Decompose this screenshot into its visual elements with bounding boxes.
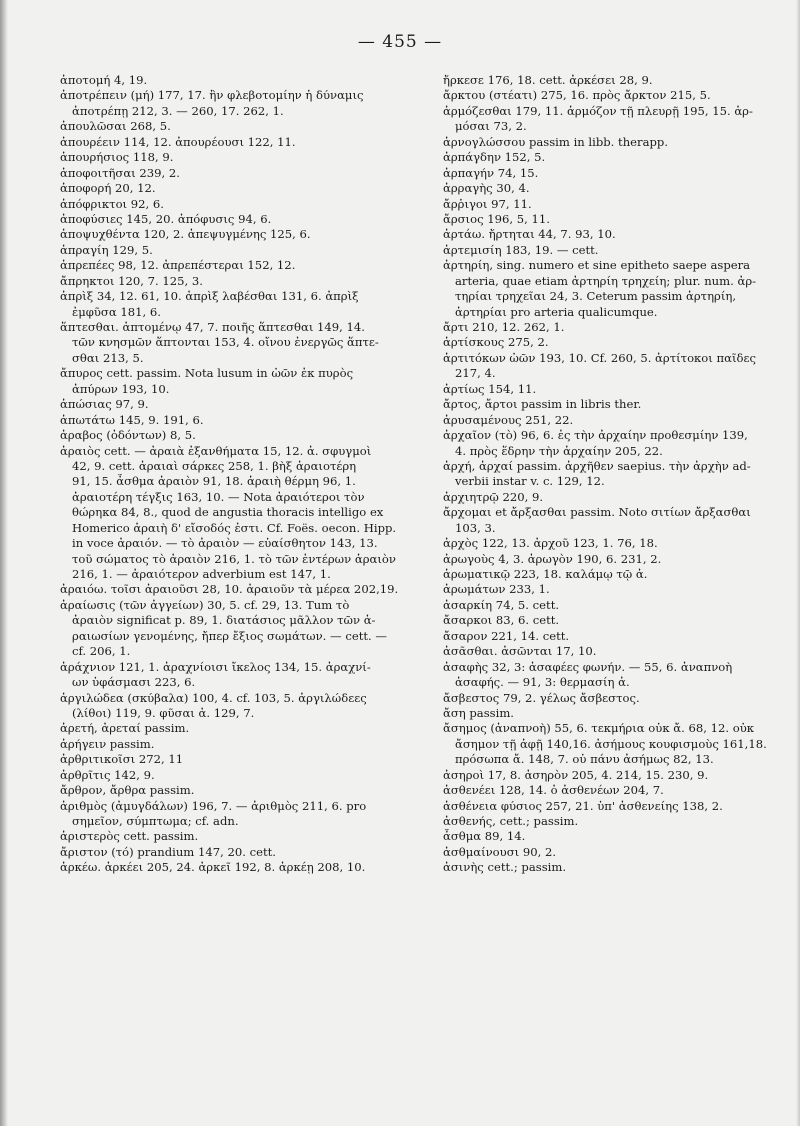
index-entry: ἅπτεσθαι. ἁπτομένῳ 47, 7. ποιῆς ἅπτεσθαι 149, 14.	[60, 320, 365, 334]
index-entry: ἄσημος (ἀναπνοὴ) 55, 6. τεκμήρια οὐκ ἄ. 68, 12. οὐκ	[443, 721, 754, 736]
index-entry: ἀσθένεια φύσιος 257, 21. ὑπ' ἀσθενείης 138, 2.	[443, 798, 723, 813]
index-entry-continuation: τοῦ σώματος τὸ ἀραιὸν 216, 1. τὸ τῶν ἐντέρων ἀραιὸν	[72, 551, 396, 566]
index-entry: ἀργιλώδεα (σκύβαλα) 100, 4. cf. 103, 5. ἀργιλώδεες	[60, 690, 367, 705]
index-entry-continuation: ἀσαφής. — 91, 3: θερμασίη ἀ.	[455, 675, 630, 690]
index-entry: ἀρχαῖον (τὸ) 96, 6. ἐς τὴν ἀρχαίην προθεσμίην 139,	[443, 428, 748, 443]
index-entry: ἀρωγοὺς 4, 3. ἀρωγὸν 190, 6. 231, 2.	[443, 551, 662, 566]
index-entry: ἀρτάω. ἤρτηται 44, 7. 93, 10.	[443, 227, 616, 242]
index-entry: ἄσαρον 221, 14. cett.	[443, 628, 570, 643]
index-entry: ἀρχὸς 122, 13. ἀρχοῦ 123, 1. 76, 18.	[443, 536, 658, 551]
index-entry: ἀραιὸς cett. — ἀραιὰ ἐξανθήματα 15, 12. ἀ. σφυγμοὶ	[60, 443, 372, 458]
index-entry: ἀπόφρικτοι 92, 6.	[60, 196, 164, 211]
index-entry-continuation: in voce ἀραιόν. — τὸ ἀραιὸν — εὐαίσθητον 143, 13.	[72, 536, 378, 551]
index-entry: ἀρωμάτων 233, 1.	[443, 582, 550, 597]
index-entry: ἀποτομή 4, 19.	[60, 73, 148, 87]
index-entry: ἄρῥιγοι 97, 11.	[443, 196, 532, 211]
index-entry: ἀρραγὴς 30, 4.	[443, 181, 530, 196]
index-entry: ἄρθρον, ἄρθρα passim.	[60, 783, 195, 798]
index-entry-continuation: verbii instar v. c. 129, 12.	[455, 474, 605, 489]
index-entry: ἄρκτου (στέατι) 275, 16. πρὸς ἄρκτον 215, 5.	[443, 88, 711, 103]
index-entry-continuation: (λίθοι) 119, 9. φῦσαι ἀ. 129, 7.	[72, 705, 255, 720]
index-entry: ἄρχομαι et ἄρξασθαι passim. Noto σιτίων ἄρξασθαι	[443, 505, 751, 520]
index-entry: ἀπώσιας 97, 9.	[60, 397, 149, 412]
index-entry: ἀσᾶσθαι. ἀσῶνται 17, 10.	[443, 644, 597, 659]
index-entry-continuation: σημεῖον, σύμπτωμα; cf. adn.	[72, 814, 239, 828]
index-entry: ἀρχιητρῷ 220, 9.	[443, 489, 544, 504]
index-entry: ἀρτίως 154, 11.	[443, 381, 537, 396]
index-entry: ἀποτρέπειν (μή) 177, 17. ἣν φλεβοτομίην ἡ δύναμις	[60, 88, 364, 103]
index-entry: ἀποφοιτῆσαι 239, 2.	[60, 165, 180, 180]
index-entry: ἀρτεμισίη 183, 19. — cett.	[443, 242, 599, 257]
index-entry: ἀποψυχθέντα 120, 2. ἀπεψυγμένης 125, 6.	[60, 227, 311, 242]
index-entry-continuation: ἀραιοτέρη τέγξις 163, 10. — Nota ἀραιότεροι τὸν	[72, 489, 365, 504]
index-entry: ἀρτηρίη, sing. numero et sine epitheto saepe aspera	[443, 258, 751, 273]
index-entry-continuation: ραιωσίων γενομένης, ἤπερ ἔξιος σωμάτων. — cett. —	[72, 628, 387, 643]
index-column-left	[60, 73, 405, 876]
index-entry: ἆσθμα 89, 14.	[443, 829, 526, 844]
index-entry: ἀπουλῶσαι 268, 5.	[60, 119, 171, 134]
index-entry-continuation: 216, 1. — ἀραιότερον adverbium est 147, 1.	[72, 567, 331, 581]
index-entry: ἀράχνιον 121, 1. ἀραχνίοισι ἴκελος 134, 15. ἀραχνί-	[60, 659, 371, 674]
index-entry: ἀπουρέειν 114, 12. ἀπουρέουσι 122, 11.	[60, 134, 296, 149]
index-entry: ἁρμόζεσθαι 179, 11. ἁρμόζον τῇ πλευρῇ 195, 15. ἁρ-	[443, 103, 753, 118]
index-entry: ἄρτι 210, 12. 262, 1.	[443, 320, 565, 334]
index-entry-continuation: Homerico ἀραιὴ δ' εἴσοδός ἐστι. Cf. Foës. oecon. Hipp.	[72, 520, 397, 535]
index-entry: ἄπρηκτοι 120, 7. 125, 3.	[60, 273, 203, 288]
index-entry-continuation: arteria, quae etiam ἀρτηρίη τρηχείη; plur. num. ἀρ-	[455, 273, 757, 288]
index-entry: ἀσθμαίνουσι 90, 2.	[443, 844, 557, 859]
index-entry-continuation: ἀρτηρίαι pro arteria qualicumque.	[455, 304, 658, 319]
index-entry: ἀπουρήσιος 118, 9.	[60, 150, 174, 165]
index-entry: ἤρκεσε 176, 18. cett. ἀρκέσει 28, 9.	[443, 73, 653, 87]
page-number: — 455 —	[357, 32, 443, 52]
page-edge	[796, 0, 800, 1126]
index-entry: ἀποφορή 20, 12.	[60, 181, 156, 196]
index-entry-continuation: σθαι 213, 5.	[72, 350, 144, 365]
index-entry-continuation: ων ὑφάσμασι 223, 6.	[72, 675, 196, 690]
index-entry-continuation: cf. 206, 1.	[72, 644, 131, 659]
index-column-right	[443, 73, 788, 876]
index-entry-continuation: 4. πρὸς ἕδρην τὴν ἀρχαίην 205, 22.	[455, 443, 663, 458]
index-entry-continuation: ἐμφῦσα 181, 6.	[72, 304, 161, 319]
index-entry: ἀρήγειν passim.	[60, 736, 155, 751]
index-entry-continuation: τηρίαι τρηχεῖαι 24, 3. Ceterum passim ἀρτηρίη,	[455, 289, 737, 304]
index-entry-continuation: ἀραιὸν significat p. 89, 1. διατάσιος μᾶλλον τῶν ἀ-	[72, 613, 376, 628]
index-entry: ἀρτιτόκων ὠῶν 193, 10. Cf. 260, 5. ἀρτίτοκοι παῖδες	[443, 350, 756, 365]
index-entry: ἄπυρος cett. passim. Nota lusum in ὠῶν ἐκ πυρὸς	[60, 366, 354, 381]
index-entry-continuation: 42, 9. cett. ἀραιαὶ σάρκες 258, 1. βὴξ ἀραιοτέρη	[72, 458, 357, 473]
index-entry: ἀρετή, ἀρεταί passim.	[60, 721, 190, 736]
index-entry-continuation: ἀπύρων 193, 10.	[72, 381, 170, 396]
index-entry: ἀραβος (ὀδόντων) 8, 5.	[60, 428, 196, 443]
index-entry: ἀρθρῖτις 142, 9.	[60, 767, 155, 782]
index-entry: ἀπραγίη 129, 5.	[60, 242, 153, 257]
index-entry-continuation: 217, 4.	[455, 366, 496, 381]
index-entry-continuation: 103, 3.	[455, 520, 496, 535]
index-entry-continuation: τῶν κνησμῶν ἅπτονται 153, 4. οἴνου ἐνεργῶς ἅπτε-	[72, 335, 379, 350]
index-entry: ἄση passim.	[443, 705, 514, 720]
index-entry: ἄρσιος 196, 5, 11.	[443, 211, 550, 226]
index-entry-continuation: πρόσωπα ἄ. 148, 7. οὐ πάνυ ἀσήμως 82, 13.	[455, 752, 714, 767]
index-entry: ἀρκέω. ἀρκέει 205, 24. ἀρκεῖ 192, 8. ἀρκέῃ 208, 10.	[60, 860, 366, 875]
index-entry: ἀσαρκίη 74, 5. cett.	[443, 597, 560, 612]
index-entry: ἀραιόω. τοῖσι ἀραιοῦσι 28, 10. ἀραιοῦν τὰ μέρεα 202,19.	[60, 582, 399, 597]
index-entry-continuation: ἄσημον τῇ ἀφῇ 140,16. ἀσήμους κουφισμοὺς 161,18.	[455, 736, 767, 751]
index-entry: ἄσβεστος 79, 2. γέλως ἄσβεστος.	[443, 690, 640, 705]
index-entry-continuation: θώρηκα 84, 8., quod de angustia thoracis intelligo ex	[72, 505, 384, 520]
index-entry-continuation: μόσαι 73, 2.	[455, 119, 527, 134]
index-entry: ἀπωτάτω 145, 9. 191, 6.	[60, 412, 204, 427]
index-entry: ἀριθμὸς (ἀμυγδάλων) 196, 7. — ἀριθμὸς 211, 6. pro	[60, 798, 367, 813]
index-entry: ἀποφύσιες 145, 20. ἀπόφυσις 94, 6.	[60, 211, 272, 226]
index-entry: ἀσθενέει 128, 14. ὁ ἀσθενέων 204, 7.	[443, 783, 664, 798]
index-entry: ἄριστον (τό) prandium 147, 20. cett.	[60, 844, 276, 859]
index-entry: ἀραίωσις (τῶν ἀγγείων) 30, 5. cf. 29, 13. Tum τὸ	[60, 597, 350, 612]
index-entry-continuation: ἀποτρέπῃ 212, 3. — 260, 17. 262, 1.	[72, 103, 284, 118]
index-entry: ἀπρεπέες 98, 12. ἀπρεπέστεραι 152, 12.	[60, 258, 296, 273]
index-entry-continuation: 91, 15. ἆσθμα ἀραιὸν 91, 18. ἀραιὴ θέρμη 96, 1.	[72, 474, 356, 489]
index-entry: ἀσθενής, cett.; passim.	[443, 814, 579, 828]
page-shadow	[0, 0, 8, 1126]
index-entry: ἄρτος, ἄρτοι passim in libris ther.	[443, 397, 642, 412]
index-entry: ἄσαρκοι 83, 6. cett.	[443, 613, 560, 628]
index-entry: ἀρπαγήν 74, 15.	[443, 165, 539, 180]
index-entry: ἀρτίσκους 275, 2.	[443, 335, 549, 350]
index-entry: ἀρχή, ἀρχαί passim. ἀρχῆθεν saepius. τὴν ἀρχὴν ad-	[443, 458, 751, 473]
index-entry: ἀρνογλώσσου passim in libb. therapp.	[443, 134, 669, 149]
index-entry: ἀρυσαμένους 251, 22.	[443, 412, 574, 427]
index-entry: ἀπρὶξ 34, 12. 61, 10. ἀπρὶξ λαβέσθαι 131, 6. ἀπρὶξ	[60, 289, 359, 304]
index-entry: ἀσινὴς cett.; passim.	[443, 860, 567, 875]
index-entry: ἀρπάγδην 152, 5.	[443, 150, 546, 165]
index-entry: ἀριστερὸς cett. passim.	[60, 829, 199, 844]
index-entry: ἀσηροὶ 17, 8. ἀσηρὸν 205, 4. 214, 15. 230, 9.	[443, 767, 709, 782]
index-entry: ἀρωματικῷ 223, 18. καλάμῳ τῷ ἀ.	[443, 567, 648, 581]
index-entry: ἀρθριτικοῖσι 272, 11	[60, 752, 184, 767]
index-entry: ἀσαφὴς 32, 3: ἀσαφέες φωνήν. — 55, 6. ἀναπνοὴ	[443, 659, 733, 674]
